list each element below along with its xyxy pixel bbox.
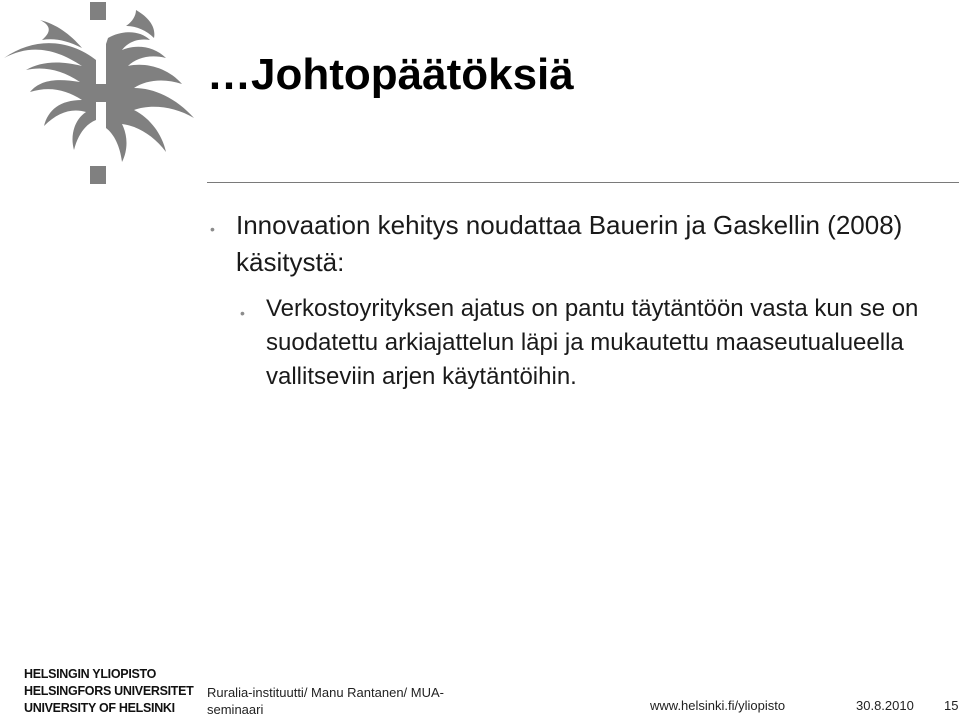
wordmark-line-en: UNIVERSITY OF HELSINKI bbox=[24, 701, 175, 715]
bullet-level1: Innovaation kehitys noudattaa Bauerin ja Gaskellin (2008) käsitystä: bbox=[236, 210, 903, 277]
university-flame-logo-icon bbox=[0, 0, 200, 190]
footer-presenter: Ruralia-instituutti/ Manu Rantanen/ MUA-seminaari bbox=[207, 685, 444, 717]
bullet-dot-icon: • bbox=[210, 221, 215, 237]
bullet-dot-icon: • bbox=[240, 305, 245, 321]
slide-title: …Johtopäätöksiä bbox=[207, 50, 574, 99]
university-wordmark bbox=[24, 666, 194, 717]
footer-url: www.helsinki.fi/yliopisto bbox=[650, 698, 786, 713]
title-divider bbox=[207, 182, 959, 183]
page-number: 15 bbox=[944, 698, 959, 713]
bullet-level2: Verkostoyrityksen ajatus on pantu täytäntöön vasta kun se on suodatettu arkiajattelun läpi ja mukautettu maaseutualueella vallitseviin arjen käytäntöihin. bbox=[266, 295, 919, 390]
footer-date: 30.8.2010 bbox=[856, 698, 914, 713]
wordmark-line-sv: HELSINGFORS UNIVERSITET bbox=[24, 684, 194, 698]
wordmark-line-fi: HELSINGIN YLIOPISTO bbox=[24, 667, 157, 681]
